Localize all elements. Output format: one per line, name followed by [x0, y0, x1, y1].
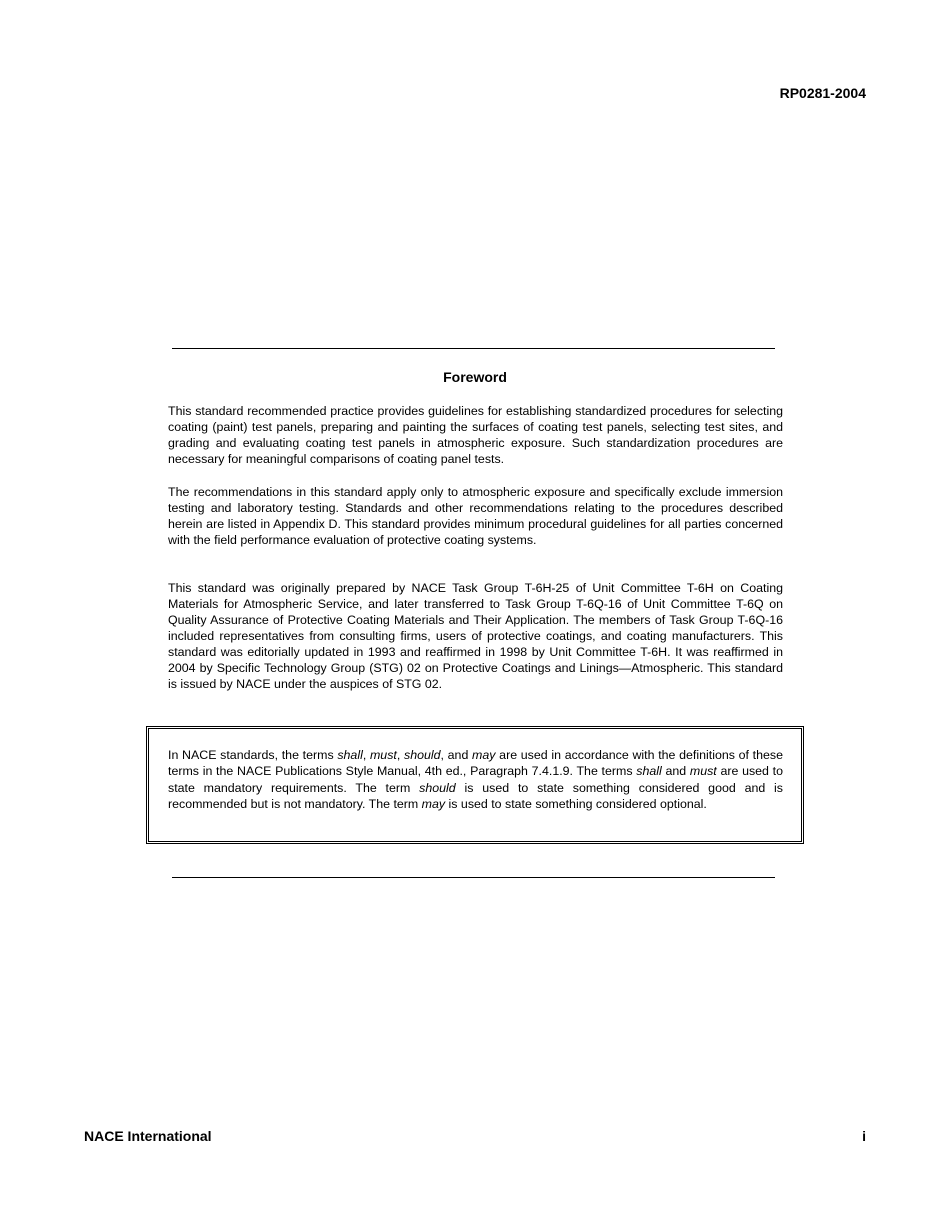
notice-text-segment: , and	[440, 748, 473, 762]
foreword-paragraph-2: The recommendations in this standard apply only to atmospheric exposure and specifically exclude immersion testing and laboratory testing. Standards and other recommendations relating to the procedures described herein are listed in Appendix D. This standard provides minimum procedural guidelines for all parties concerned with the field performance evaluation of protective coating systems.	[168, 485, 783, 547]
term-must: must	[369, 748, 397, 762]
top-divider	[172, 348, 775, 349]
notice-text-segment: ,	[362, 748, 370, 762]
notice-text-segment: In NACE standards, the terms	[168, 748, 338, 762]
footer-organization: NACE International	[84, 1128, 212, 1144]
term-should: should	[404, 748, 441, 762]
foreword-title: Foreword	[443, 369, 507, 385]
term-may: may	[472, 748, 496, 762]
term-must: must	[689, 764, 717, 779]
term-shall: shall	[636, 764, 662, 779]
foreword-paragraph-1: This standard recommended practice provides guidelines for establishing standardized procedures for selecting coating (paint) test panels, preparing and painting the surfaces of coating test panels, selecting test sites, and grading and evaluating coating test panels in atmospheric exposure. Such standardization procedures are necessary for meaningful comparisons of coating panel tests.	[168, 404, 783, 466]
notice-text-segment: and	[661, 764, 690, 779]
terminology-notice-text	[168, 747, 783, 813]
terminology-notice-box	[146, 726, 804, 844]
term-shall: shall	[337, 748, 363, 762]
term-may: may	[421, 797, 446, 812]
footer-page-number: i	[862, 1128, 866, 1144]
term-should: should	[419, 780, 456, 795]
notice-text-segment: is used to state something considered optional.	[445, 797, 707, 812]
notice-text-segment: are used in accordance with the definitions of these terms in the NACE Publications Style Manual, 4th ed., Paragraph 7.4.1.9. The terms	[168, 748, 783, 779]
notice-text-segment: ,	[396, 748, 404, 762]
foreword-paragraph-3: This standard was originally prepared by NACE Task Group T-6H-25 of Unit Committee T-6H on Coating Materials for Atmospheric Service, and later transferred to Task Group T-6Q-16 of Unit Committee T-6Q on Quality Assurance of Protective Coating Materials and Their Application. The members of Task Group T-6Q-16 included representatives from consulting firms, users of protective coatings, and coating manufacturers. This standard was editorially updated in 1993 and reaffirmed in 1998 by Unit Committee T-6H. It was reaffirmed in 2004 by Specific Technology Group (STG) 02 on Protective Coatings and Linings—Atmospheric. This standard is issued by NACE under the auspices of STG 02.	[168, 581, 783, 691]
notice-text-segment: are used to state mandatory requirements. The term	[168, 764, 784, 795]
document-id: RP0281-2004	[779, 85, 866, 101]
notice-text-segment: is used to state something considered good and is recommended but is not mandatory. The term	[168, 780, 784, 812]
bottom-divider	[172, 877, 775, 878]
